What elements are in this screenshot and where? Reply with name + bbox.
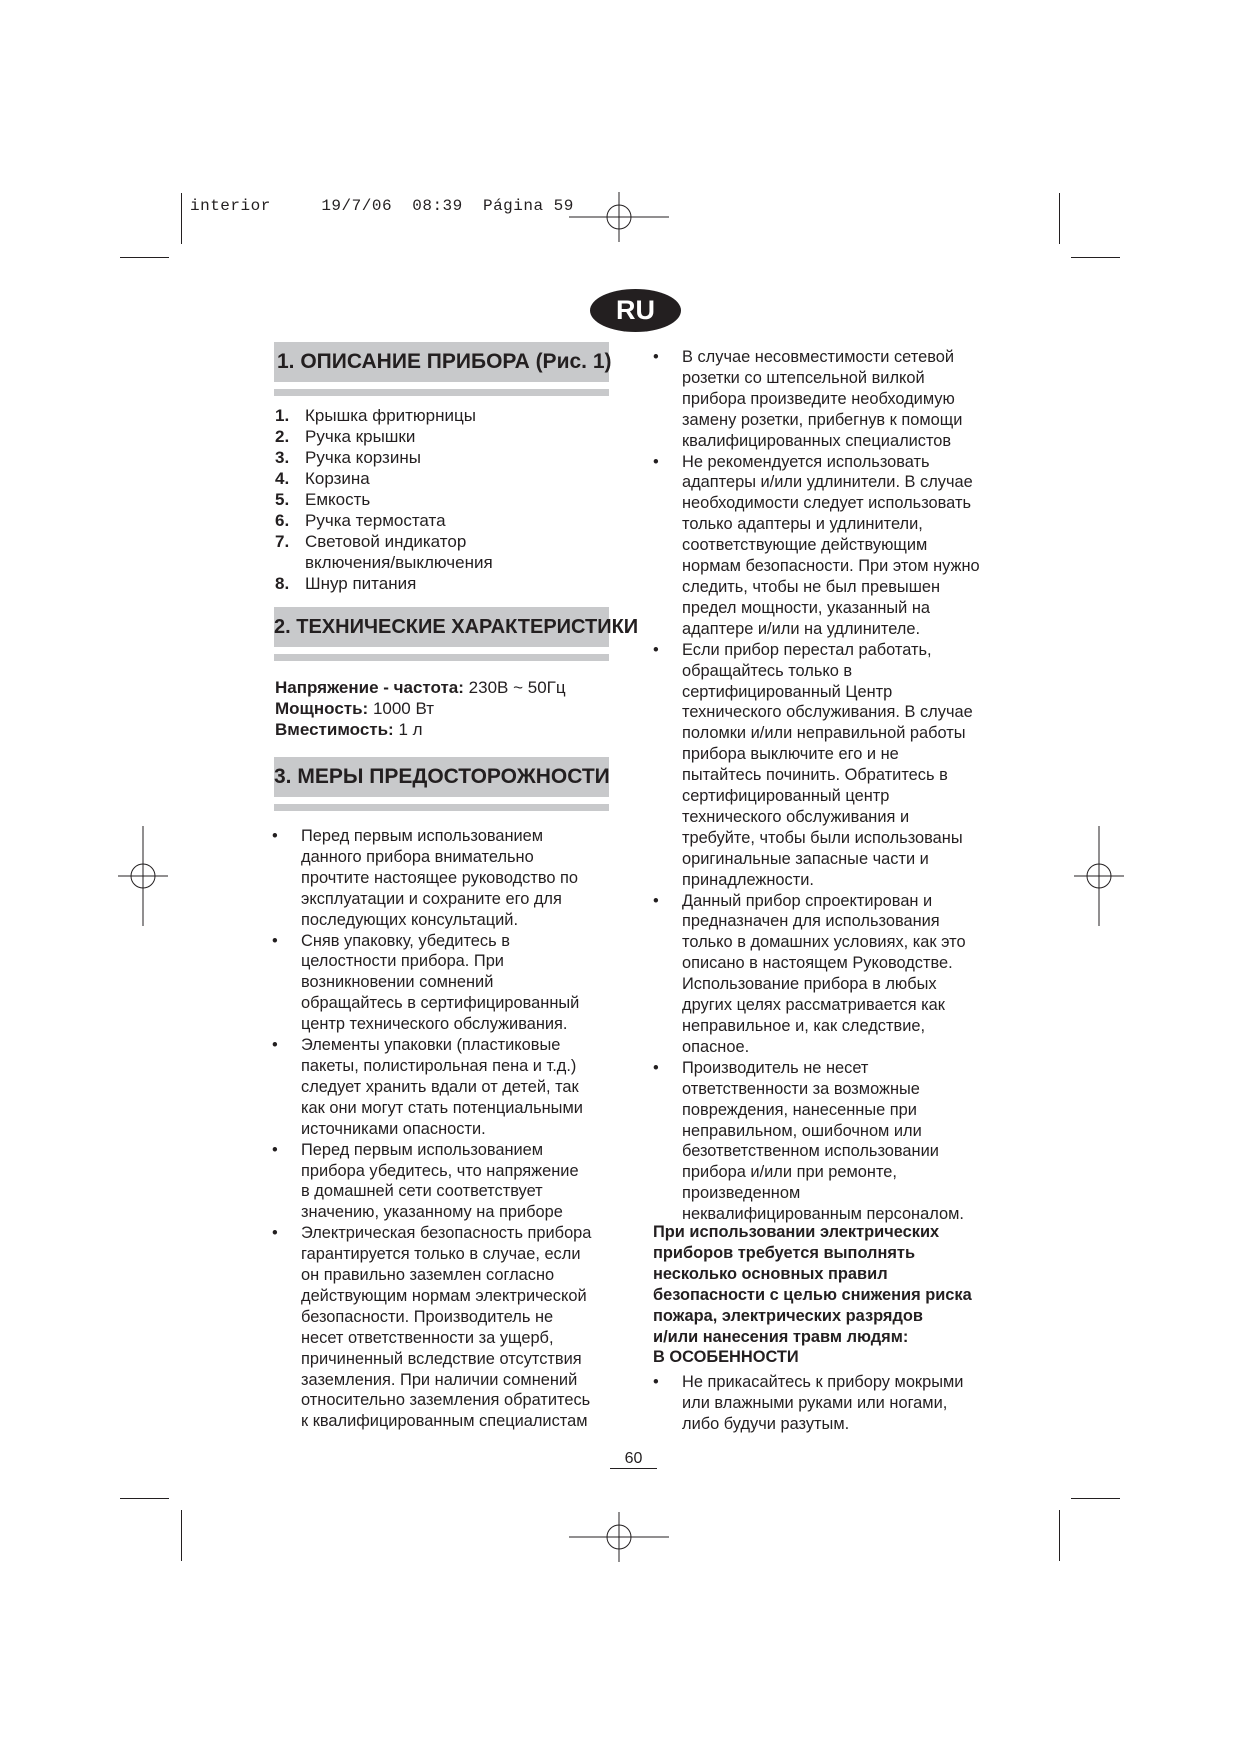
bullet-item [272,1140,591,1224]
bullet-item [653,1372,963,1435]
spec-voltage-value: 230В ~ 50Гц [463,678,566,697]
list-item [275,447,493,468]
list-item [275,426,493,447]
list-item [275,405,493,426]
crop-mark [181,1510,182,1561]
crop-mark [120,1498,169,1499]
section-divider [274,389,609,396]
bullet-item [653,1058,980,1225]
list-item [275,552,493,573]
spec-power-value: 1000 Вт [368,699,435,718]
slug-page: Página 59 [482,197,574,215]
list-item-number: 3. [275,448,290,467]
bullet-dot: • [653,640,659,659]
slug-date: 19/7/06 [321,197,393,215]
list-item-number: 4. [275,469,290,488]
bullet-dot: • [653,452,659,471]
precautions-left-list [272,826,591,1432]
crop-mark [1059,193,1060,244]
list-item-number: 5. [275,490,290,509]
specs-block [275,677,566,740]
crop-mark [181,193,182,244]
spec-power [275,698,566,719]
list-item-text: Ручка крышки [305,427,416,446]
list-item-number: 7. [275,532,290,551]
list-item [275,489,493,510]
bullet-text: Если прибор перестал работать, обращайтесь только в сертифицированный Центр технического обслуживания. В случае поломки и/или неправильной работы прибора выключите его и не пытайтесь починить. Обратитесь в сертифицированный центр технического обслуживания и требуйте, чтобы были использованы оригинальные запасные части и принадлежности. [682,640,973,889]
list-item-number: 2. [275,427,290,446]
parts-list [275,405,493,594]
list-item-text: Крышка фритюрницы [305,406,476,425]
bullet-text: Не прикасайтесь к прибору мокрыми или влажными руками или ногами, либо будучи разутым. [682,1373,964,1433]
bullet-dot: • [653,1373,659,1391]
spec-voltage [275,677,566,698]
bullet-text: Производитель не несет ответственности за возможные повреждения, нанесенные при неправильном, ошибочном или безответственном использовании прибора и/или при ремонте, произведенном неквалифицированным персоналом. [682,1058,964,1224]
bullet-item [272,1223,591,1432]
precautions-right-list [653,347,980,1225]
bullet-item [272,826,591,931]
list-item-text: включения/выключения [305,553,493,572]
bullet-dot: • [653,1058,659,1077]
section-divider [274,804,609,811]
bullet-text: В случае несовместимости сетевой розетки со штепсельной вилкой прибора произведите необходимую замену розетки, прибегнув к помощи квалифицированных специалистов [682,348,963,450]
list-item-number: 6. [275,511,290,530]
list-item [275,510,493,531]
precautions-final-list [653,1372,963,1435]
spec-power-label: Мощность: [275,699,369,718]
bullet-dot: • [272,1140,278,1159]
list-item [275,531,493,552]
list-item-text: Емкость [305,490,371,509]
page-number: 60 [610,1449,657,1469]
bullet-dot: • [272,1224,278,1243]
bullet-dot: • [272,827,278,845]
registration-mark-top [569,192,669,242]
bullet-item [272,931,591,1036]
slug-file: interior [190,197,271,215]
list-item-number: 1. [275,406,290,425]
language-badge: RU [590,289,681,332]
crop-mark [1071,1498,1120,1499]
bullet-item [653,452,980,640]
list-item-text: Ручка термостата [305,511,446,530]
list-item [275,573,493,594]
crop-mark [120,257,169,258]
crop-mark [1071,257,1120,258]
bullet-text: Не рекомендуется использовать адаптеры и/или удлинители. В случае необходимости следует использовать только адаптеры и удлинители, соответствующие действующим нормам безопасности. При этом нужно следить, чтобы не был превышен предел мощности, указанный на адаптере и/или на удлинителе. [682,452,980,638]
section-divider [274,654,609,661]
crop-mark [1059,1510,1060,1561]
bullet-dot: • [272,1036,278,1055]
list-item-text: Корзина [305,469,370,488]
bullet-item [653,347,980,452]
safety-intro-paragraph: При использовании электрических приборов требуется выполнять несколько основных правил безопасности с целью снижения риска пожара, электрических разрядов и/или нанесения травм людям: В ОСОБЕННОСТИ [653,1223,972,1367]
section-description-title: 1. ОПИСАНИЕ ПРИБОРА (Рис. 1) [274,342,609,382]
bullet-text: Данный прибор спроектирован и предназначен для использования только в домашних условиях, как это описано в настоящем Руководстве. Использование прибора в любых других целях рассматривается как неправильное и, как следствие, опасное. [682,891,966,1056]
list-item-text: Шнур питания [305,574,417,593]
bullet-item [653,640,980,891]
bullet-item [272,1035,591,1140]
bullet-text: Электрическая безопасность прибора гарантируется только в случае, если он правильно заземлен согласно действующим нормам электрической безопасности. Производитель не несет ответственности за ущерб, причиненный вследствие отсутствия заземления. При наличии сомнений относительно заземления обратитесь к квалифицированным специалистам [301,1224,592,1431]
bullet-text: Сняв упаковку, убедитесь в целостности прибора. При возникновении сомнений обращайтесь в сертифицированный центр технического обслуживания. [301,931,580,1034]
spec-voltage-label: Напряжение - частота: [275,678,464,697]
bullet-dot: • [653,891,659,910]
list-item [275,468,493,489]
spec-capacity-value: 1 л [393,720,423,739]
list-item-text: Ручка корзины [305,448,421,467]
list-item-number: 8. [275,574,290,593]
bullet-text: Перед первым использованием данного прибора внимательно прочтите настоящее руководство по эксплуатации и сохраните его для последующих консультаций. [301,827,579,929]
bullet-text: Перед первым использованием прибора убедитесь, что напряжение в домашней сети соответствует значению, указанному на приборе [301,1140,579,1222]
slug-time: 08:39 [412,197,463,215]
spec-capacity [275,719,566,740]
print-slug [190,197,574,215]
registration-mark-left [118,826,168,926]
bullet-dot: • [272,931,278,950]
list-item-text: Световой индикатор [305,532,467,551]
bullet-text: Элементы упаковки (пластиковые пакеты, полистирольная пена и т.д.) следует хранить вдали от детей, так как они могут стать потенциальными источниками опасности. [301,1036,583,1138]
spec-capacity-label: Вместимость: [275,720,394,739]
list-item-number [275,552,305,573]
registration-mark-bottom [569,1512,669,1562]
registration-mark-right [1074,826,1124,926]
section-precautions-title: 3. МЕРЫ ПРЕДОСТОРОЖНОСТИ [274,757,609,797]
section-specs-title: 2. ТЕХНИЧЕСКИЕ ХАРАКТЕРИСТИКИ [274,607,609,647]
bullet-item [653,891,980,1058]
bullet-dot: • [653,348,659,366]
